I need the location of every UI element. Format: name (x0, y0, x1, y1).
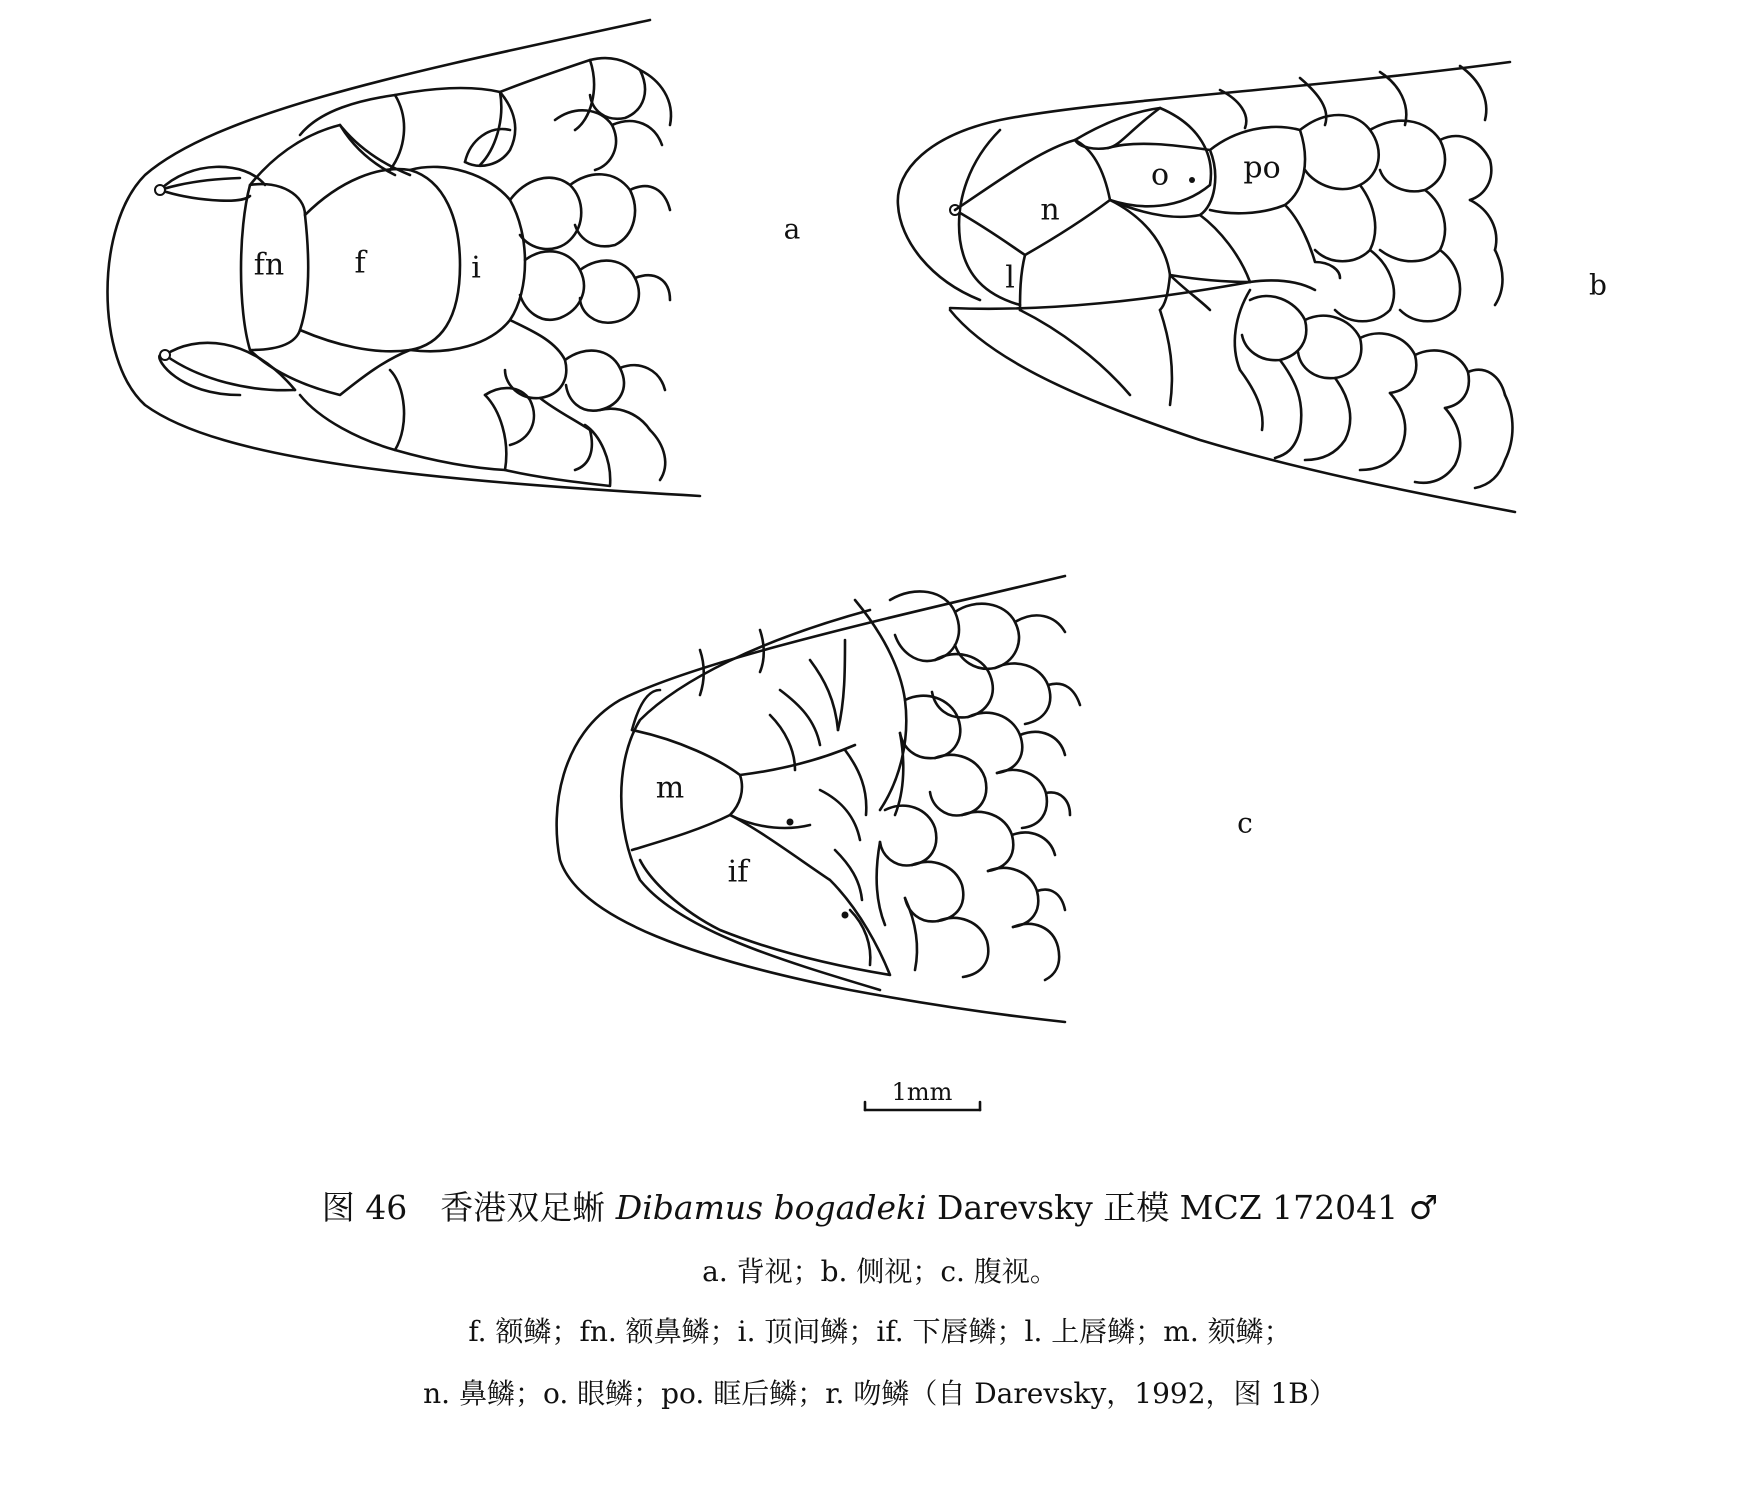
title-prefix: 图 46 香港双足蜥 (321, 1188, 616, 1227)
view-b-lateral (898, 62, 1607, 512)
view-c-ventral (557, 576, 1253, 1022)
label-po: po (1243, 150, 1281, 186)
label-o: o (1150, 157, 1170, 193)
caption-abbrev-1: f. 额鳞；fn. 额鼻鳞；i. 顶间鳞；if. 下唇鳞；l. 上唇鳞；m. 颏鳞； (468, 1315, 1292, 1348)
view-tag-b: b (1589, 268, 1607, 302)
figure-title (0, 1182, 1760, 1229)
nostril-a-upper (155, 185, 165, 195)
label-m: m (655, 770, 685, 806)
label-n: n (1040, 192, 1060, 228)
caption-views: a. 背视；b. 侧视；c. 腹视。 (702, 1255, 1058, 1288)
mental-pore-1 (787, 819, 794, 826)
body-scales-a (465, 58, 671, 480)
view-tag-a: a (783, 212, 801, 246)
caption-abbrev-2: n. 鼻鳞；o. 眼鳞；po. 眶后鳞；r. 吻鳞（自 Darevsky，1992，图 1B） (423, 1377, 1337, 1410)
body-scales-c (770, 591, 1080, 980)
supralabial-scale (1020, 255, 1025, 310)
label-l: l (1005, 260, 1015, 296)
rostral-scale-a (158, 178, 240, 395)
nostril-a-lower (160, 350, 170, 360)
view-tag-c: c (1237, 806, 1253, 840)
mental-scale (632, 730, 742, 850)
scale-bar-label: 1mm (891, 1078, 953, 1106)
species-name: Dibamus bogadeki (615, 1188, 927, 1227)
label-if: if (727, 854, 749, 890)
infralabial-scale (640, 815, 890, 975)
view-a-dorsal (108, 20, 801, 496)
nostril-slit-b (955, 210, 1025, 255)
head-b-upper-outline (898, 62, 1510, 300)
label-fn: fn (253, 247, 285, 283)
eye-b (1189, 177, 1195, 183)
mental-pore-2 (842, 912, 849, 919)
label-i: i (471, 250, 481, 286)
interparietal-scale (410, 167, 525, 351)
label-f: f (354, 245, 366, 281)
scale-bar (865, 1078, 980, 1110)
title-suffix: Darevsky 正模 MCZ 172041 ♂ (926, 1188, 1439, 1227)
frontal-scale (300, 169, 460, 351)
